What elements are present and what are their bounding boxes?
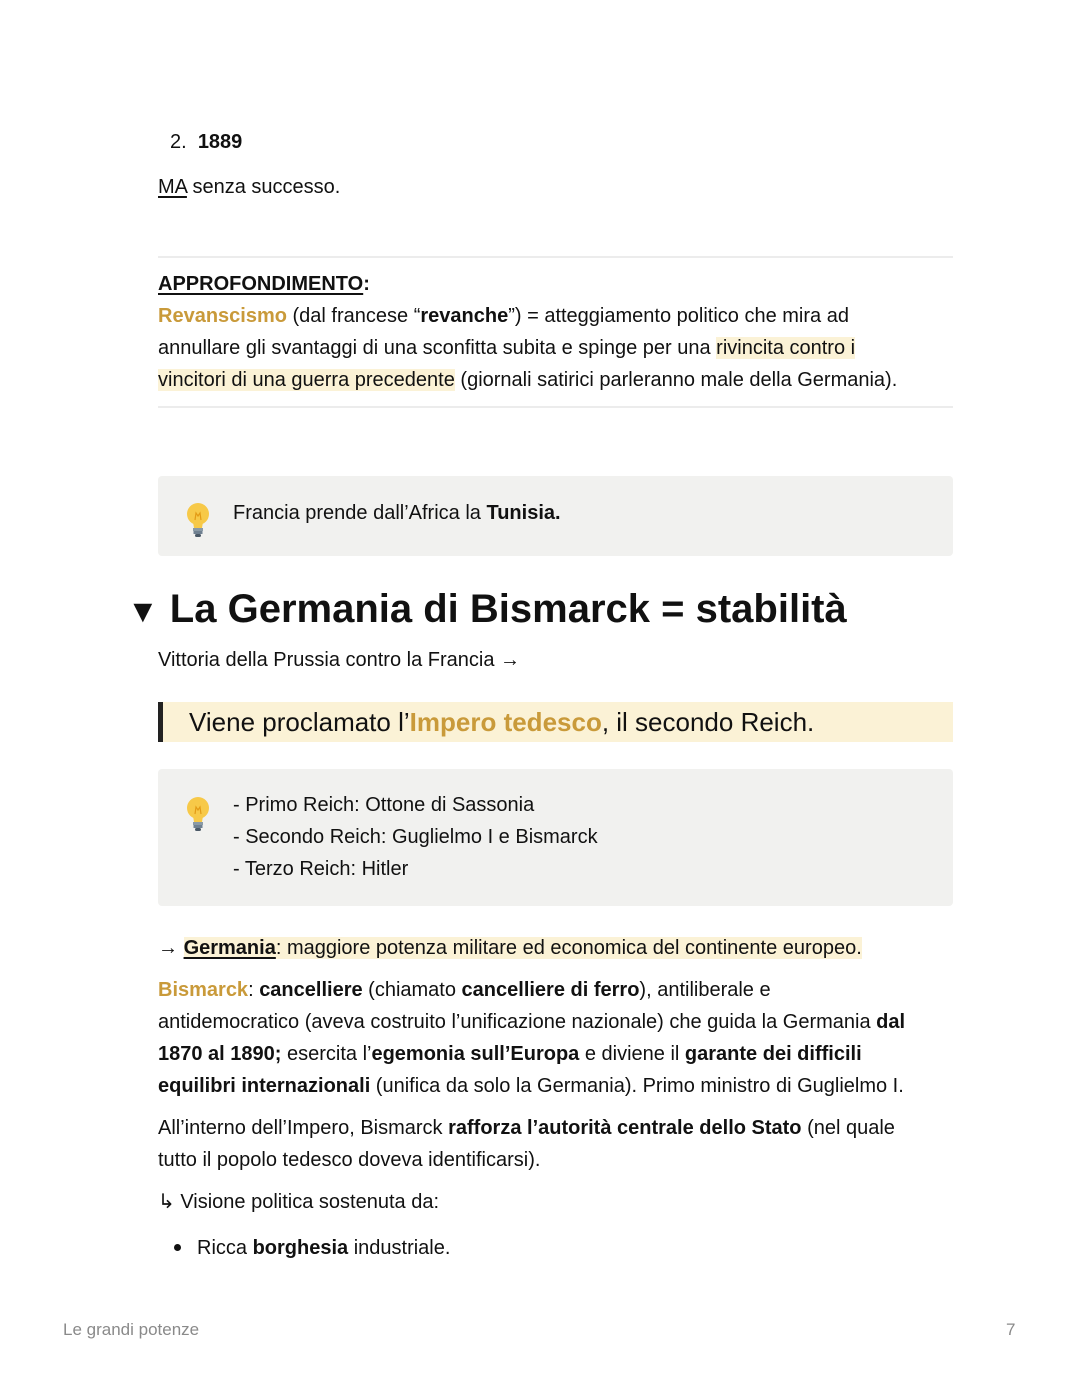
approfondimento-line-3: [158, 364, 897, 396]
germania-rest: : maggiore potenza militare ed economica del continente europeo.: [275, 937, 862, 959]
bismarck-bold: dal: [876, 1011, 906, 1033]
callout-tunisia-plain: Francia prende dall’Africa la: [233, 502, 487, 524]
approfondimento-line-1: [158, 300, 849, 332]
bullet-text: industriale.: [348, 1237, 451, 1259]
lightbulb-icon: [182, 794, 214, 834]
bismarck-text: antidemocratico (aveva costruito l’unificazione nazionale) che guida la Germania: [158, 1011, 877, 1033]
revanscismo-term: Revanscismo: [158, 305, 287, 327]
interno-line-1: [158, 1112, 895, 1144]
divider-top: [158, 256, 953, 258]
quote-text-2: , il secondo Reich.: [601, 707, 815, 737]
approfondimento-colon: :: [363, 273, 370, 295]
interno-line-2: tutto il popolo tedesco doveva identificarsi).: [158, 1149, 541, 1171]
approfondimento-text-1: (dal francese “: [286, 305, 421, 327]
lightbulb-icon: [182, 500, 214, 540]
bismarck-bold: egemonia sull’Europa: [371, 1043, 580, 1065]
bullet-text: Ricca: [197, 1237, 253, 1259]
approfondimento-text-3: annullare gli svantaggi di una sconfitta subita e spinge per una: [158, 337, 717, 359]
numbered-list-item: [170, 126, 242, 158]
bismarck-line-3: [158, 1038, 862, 1070]
germania-term: Germania: [183, 937, 276, 959]
bismarck-text: (chiamato: [362, 979, 462, 1001]
highlight-vincitori: vincitori di una guerra precedente: [158, 369, 455, 391]
impero-tedesco: Impero tedesco: [409, 707, 602, 737]
toggle-triangle-icon[interactable]: ▼: [127, 593, 159, 629]
vittoria-line: Vittoria della Prussia contro la Francia →: [158, 649, 521, 671]
borghesia-bold: borghesia: [252, 1237, 349, 1259]
reich-line: - Primo Reich: Ottone di Sassonia: [233, 794, 535, 816]
bismarck-line-4: [158, 1070, 904, 1102]
approfondimento-text-2: ”) = atteggiamento politico che mira ad: [508, 305, 849, 327]
quote-text: [189, 705, 814, 739]
approfondimento-line-2: [158, 332, 855, 364]
callout-tunisia-text: [233, 497, 561, 529]
bismarck-text: e diviene il: [579, 1043, 685, 1065]
list-item-text: 1889: [197, 131, 243, 153]
revanche-word: revanche: [420, 305, 509, 327]
page-number: 7: [1006, 1320, 1016, 1339]
ma-line: [158, 171, 340, 203]
approfondimento-title: [158, 268, 370, 300]
visione-line: ↳ Visione politica sostenuta da:: [158, 1191, 440, 1213]
arrow-icon: →: [158, 937, 184, 959]
quote-text-1: Viene proclamato l’: [189, 707, 410, 737]
callout-tunisia: [158, 476, 953, 556]
section-heading: [127, 586, 847, 634]
divider-bottom: [158, 406, 953, 408]
quote-block: [158, 702, 953, 742]
footer-title: Le grandi potenze: [63, 1320, 200, 1339]
ma-rest: senza successo.: [186, 176, 341, 198]
bismarck-bold: cancelliere: [259, 979, 363, 1001]
bismarck-text: (unifica da solo la Germania). Primo ministro di Guglielmo I.: [370, 1075, 904, 1097]
callout-reich: [158, 769, 953, 906]
highlight-rivincita: rivincita contro i: [716, 337, 856, 359]
approfondimento-heading: APPROFONDIMENTO: [158, 273, 364, 295]
bismarck-colon: :: [248, 979, 260, 1001]
germania-line: [158, 932, 862, 964]
bismarck-bold: equilibri internazionali: [158, 1075, 371, 1097]
reich-line: - Secondo Reich: Guglielmo I e Bismarck: [233, 826, 598, 848]
approfondimento-text-4: (giornali satirici parleranno male della Germania).: [454, 369, 898, 391]
reich-line: - Terzo Reich: Hitler: [233, 858, 409, 880]
bismarck-bold: cancelliere di ferro: [461, 979, 640, 1001]
list-number: 2.: [170, 131, 187, 153]
bismarck-text: ), antiliberale e: [639, 979, 771, 1001]
interno-bold: rafforza l’autorità centrale dello Stato: [448, 1117, 802, 1139]
bismarck-line-1: [158, 974, 771, 1006]
bismarck-term: Bismarck: [158, 979, 249, 1001]
bismarck-bold: garante dei difficili: [684, 1043, 862, 1065]
bismarck-text: esercita l’: [281, 1043, 372, 1065]
section-title: La Germania di Bismarck = stabilità: [169, 587, 847, 631]
bullet-item: [197, 1232, 450, 1264]
reich-list: [233, 789, 598, 885]
bismarck-bold: 1870 al 1890;: [158, 1043, 282, 1065]
tunisia-bold: Tunisia.: [486, 502, 561, 524]
ma-underlined: MA: [158, 176, 187, 198]
bullet-dot: [174, 1244, 181, 1251]
interno-text: All’interno dell’Impero, Bismarck: [158, 1117, 449, 1139]
bismarck-line-2: [158, 1006, 905, 1038]
interno-text: (nel quale: [801, 1117, 895, 1139]
